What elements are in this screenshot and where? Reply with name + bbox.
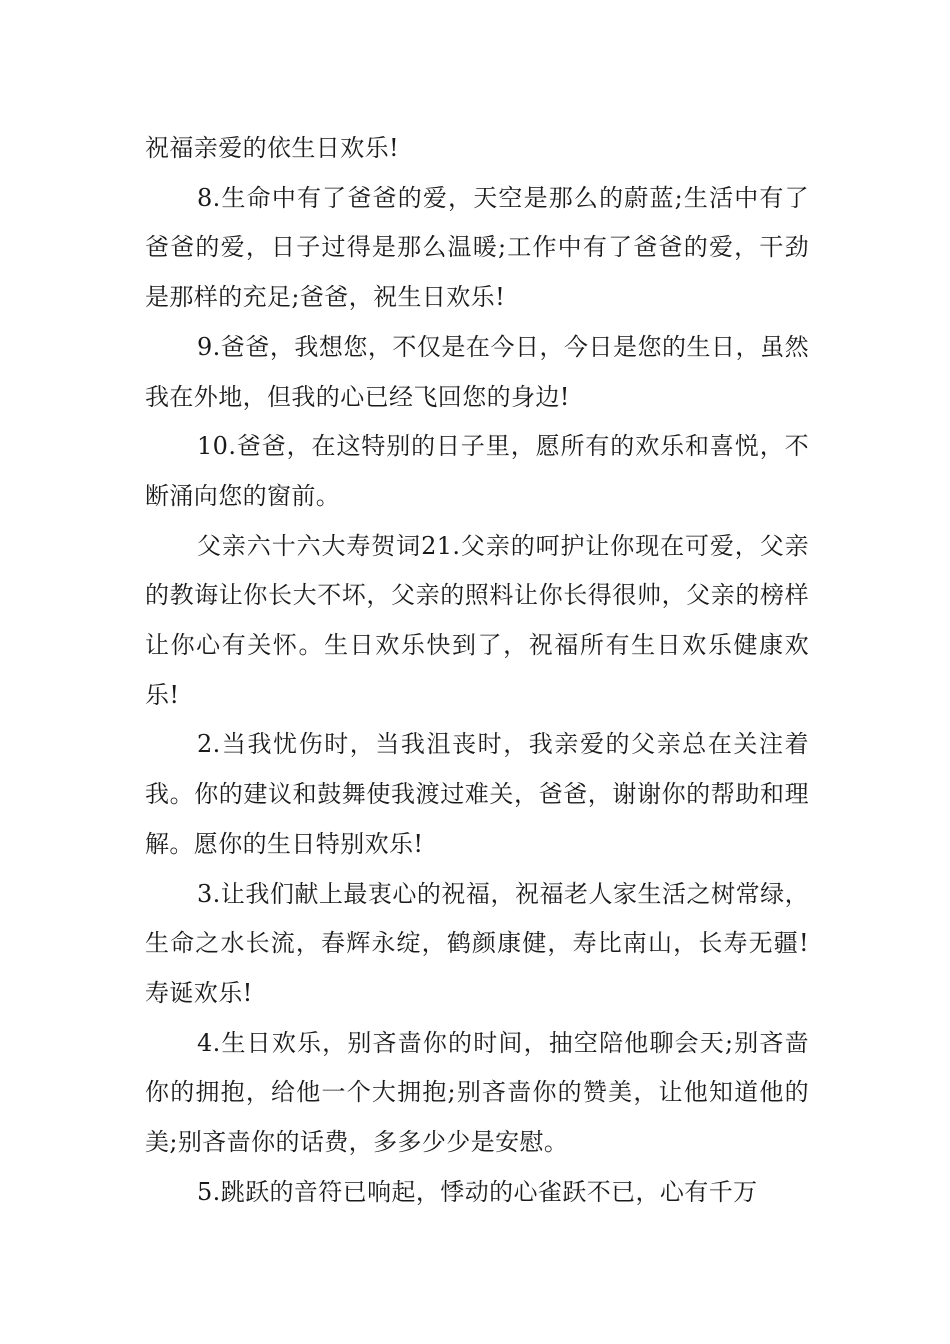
- paragraph-continuation: 祝福亲爱的依生日欢乐!: [145, 134, 400, 162]
- paragraph-section-heading-item-1: 父亲六十六大寿贺词21.父亲的呵护让你现在可爱，父亲的教诲让你长大不坏，父亲的照料让你长得很帅，父亲的榜样让你心有关怀。生日欢乐快到了，祝福所有生日欢乐健康欢乐!: [145, 531, 809, 709]
- document-body: [145, 124, 809, 1217]
- paragraph-item-9: 9.爸爸，我想您，不仅是在今日，今日是您的生日，虽然我在外地，但我的心已经飞回您的身边!: [145, 332, 809, 411]
- paragraph-item-10: 10.爸爸，在这特别的日子里，愿所有的欢乐和喜悦，不断涌向您的窗前。: [145, 432, 809, 510]
- paragraph-item-5: 5.跳跃的音符已响起，悸动的心雀跃不已，心有千万: [197, 1177, 758, 1206]
- paragraph-item-4: 4.生日欢乐，别吝啬你的时间，抽空陪他聊会天;别吝啬你的拥抱，给他一个大拥抱;别吝啬你的赞美，让他知道他的美;别吝啬你的话费，多多少少是安慰。: [145, 1028, 809, 1157]
- paragraph-item-8: 8.生命中有了爸爸的爱，天空是那么的蔚蓝;生活中有了爸爸的爱，日子过得是那么温暖;工作中有了爸爸的爱，干劲是那样的充足;爸爸，祝生日欢乐!: [145, 183, 809, 312]
- paragraph-item-3: 3.让我们献上最衷心的祝福，祝福老人家生活之树常绿，生命之水长流，春辉永绽，鹤颜康健，寿比南山，长寿无疆!寿诞欢乐!: [145, 879, 809, 1007]
- paragraph-item-2: 2.当我忧伤时，当我沮丧时，我亲爱的父亲总在关注着我。你的建议和鼓舞使我渡过难关，爸爸，谢谢你的帮助和理解。愿你的生日特别欢乐!: [145, 730, 809, 858]
